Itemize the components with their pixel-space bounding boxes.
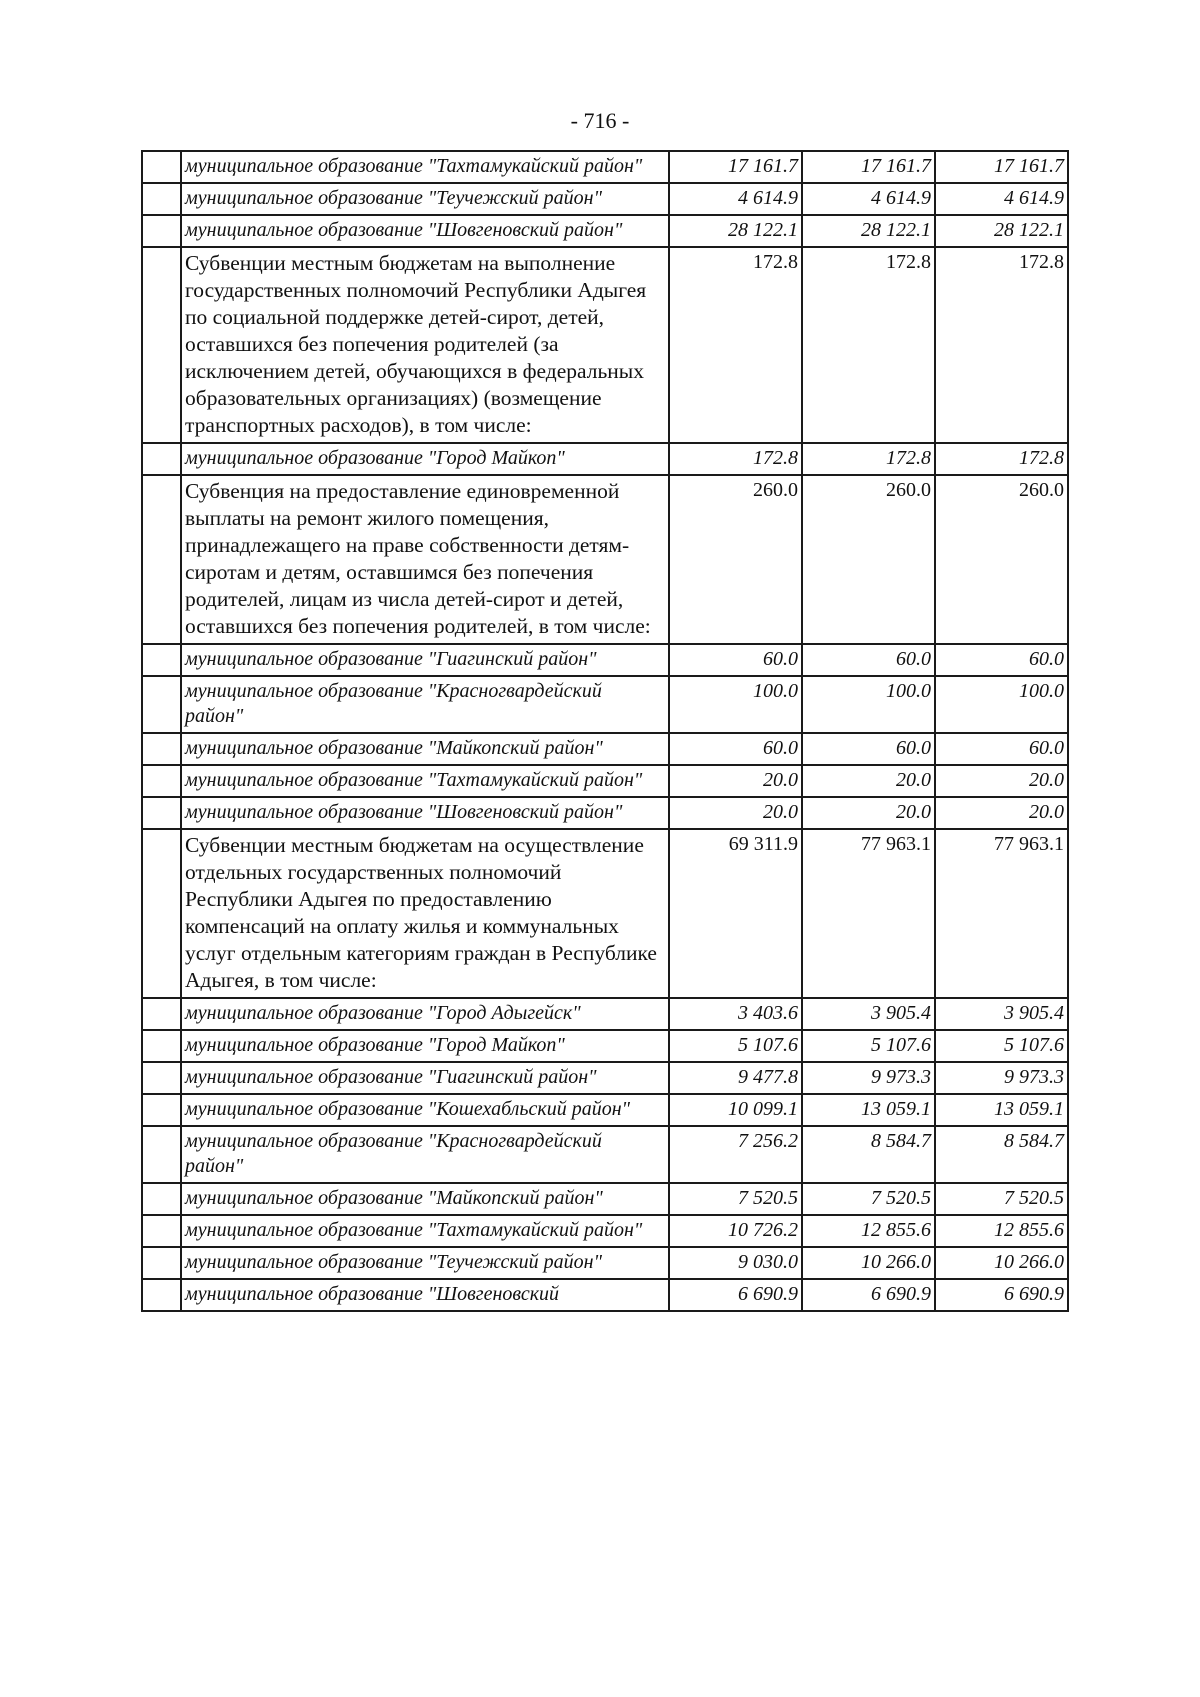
- row-code-cell: [142, 1183, 181, 1215]
- amount-cell-year-2: 5 107.6: [802, 1030, 935, 1062]
- table-row: [142, 1094, 1068, 1126]
- table-row: [142, 1062, 1068, 1094]
- row-code-cell: [142, 998, 181, 1030]
- amount-cell-year-1: 10 726.2: [669, 1215, 802, 1247]
- row-code-cell: [142, 1215, 181, 1247]
- table-row: [142, 644, 1068, 676]
- municipality-name-cell: муниципальное образование "Кошехабльский район": [181, 1094, 669, 1126]
- table-row: [142, 1247, 1068, 1279]
- amount-cell-year-3: 12 855.6: [935, 1215, 1068, 1247]
- amount-cell-year-1: 10 099.1: [669, 1094, 802, 1126]
- amount-cell-year-3: 10 266.0: [935, 1247, 1068, 1279]
- table-row: [142, 183, 1068, 215]
- amount-cell-year-1: 9 477.8: [669, 1062, 802, 1094]
- table-row: [142, 1030, 1068, 1062]
- amount-cell-year-1: 60.0: [669, 644, 802, 676]
- amount-cell-year-3: 8 584.7: [935, 1126, 1068, 1183]
- row-code-cell: [142, 247, 181, 443]
- amount-cell-year-2: 20.0: [802, 765, 935, 797]
- row-code-cell: [142, 1062, 181, 1094]
- amount-cell-year-1: 20.0: [669, 765, 802, 797]
- row-code-cell: [142, 1030, 181, 1062]
- amount-cell-year-2: 28 122.1: [802, 215, 935, 247]
- amount-cell-year-3: 5 107.6: [935, 1030, 1068, 1062]
- amount-cell-year-3: 4 614.9: [935, 183, 1068, 215]
- amount-cell-year-1: 9 030.0: [669, 1247, 802, 1279]
- amount-cell-year-1: 5 107.6: [669, 1030, 802, 1062]
- municipality-name-cell: муниципальное образование "Майкопский район": [181, 1183, 669, 1215]
- page-number: - 716 -: [570, 108, 630, 133]
- municipality-name-cell: муниципальное образование "Теучежский район": [181, 183, 669, 215]
- row-code-cell: [142, 829, 181, 998]
- amount-cell-year-3: 3 905.4: [935, 998, 1068, 1030]
- amount-cell-year-1: 20.0: [669, 797, 802, 829]
- municipality-name-cell: муниципальное образование "Теучежский район": [181, 1247, 669, 1279]
- row-code-cell: [142, 733, 181, 765]
- row-code-cell: [142, 1126, 181, 1183]
- amount-cell-year-3: 7 520.5: [935, 1183, 1068, 1215]
- amount-cell-year-2: 172.8: [802, 247, 935, 443]
- amount-cell-year-3: 20.0: [935, 765, 1068, 797]
- municipality-name-cell: муниципальное образование "Тахтамукайский район": [181, 151, 669, 183]
- amount-cell-year-1: 100.0: [669, 676, 802, 733]
- municipality-name-cell: муниципальное образование "Тахтамукайский район": [181, 1215, 669, 1247]
- amount-cell-year-2: 8 584.7: [802, 1126, 935, 1183]
- table-row: [142, 1126, 1068, 1183]
- table-row: [142, 676, 1068, 733]
- row-code-cell: [142, 765, 181, 797]
- table-row: [142, 829, 1068, 998]
- amount-cell-year-1: 3 403.6: [669, 998, 802, 1030]
- amount-cell-year-3: 172.8: [935, 443, 1068, 475]
- amount-cell-year-3: 60.0: [935, 644, 1068, 676]
- amount-cell-year-1: 6 690.9: [669, 1279, 802, 1311]
- amount-cell-year-3: 17 161.7: [935, 151, 1068, 183]
- row-code-cell: [142, 151, 181, 183]
- amount-cell-year-2: 7 520.5: [802, 1183, 935, 1215]
- amount-cell-year-2: 60.0: [802, 644, 935, 676]
- municipality-name-cell: муниципальное образование "Город Адыгейск": [181, 998, 669, 1030]
- table-row: [142, 1183, 1068, 1215]
- amount-cell-year-3: 260.0: [935, 475, 1068, 644]
- amount-cell-year-3: 28 122.1: [935, 215, 1068, 247]
- municipality-name-cell: муниципальное образование "Город Майкоп": [181, 443, 669, 475]
- amount-cell-year-1: 172.8: [669, 247, 802, 443]
- amount-cell-year-2: 13 059.1: [802, 1094, 935, 1126]
- row-code-cell: [142, 1094, 181, 1126]
- budget-table: [141, 150, 1069, 1312]
- subvention-title-cell: Субвенции местным бюджетам на выполнение государственных полномочий Республики Адыгея по социальной поддержке детей-сирот, детей, оставшихся без попечения родителей (за исключением детей, обучающихся в федеральных образовательных организациях) (возмещение транспортных расходов), в том числе:: [181, 247, 669, 443]
- row-code-cell: [142, 1279, 181, 1311]
- municipality-name-cell: муниципальное образование "Шовгеновский район": [181, 797, 669, 829]
- row-code-cell: [142, 797, 181, 829]
- amount-cell-year-2: 12 855.6: [802, 1215, 935, 1247]
- amount-cell-year-2: 20.0: [802, 797, 935, 829]
- amount-cell-year-3: 13 059.1: [935, 1094, 1068, 1126]
- amount-cell-year-3: 6 690.9: [935, 1279, 1068, 1311]
- subvention-title-cell: Субвенция на предоставление единовременной выплаты на ремонт жилого помещения, принадлежащего на праве собственности детям-сиротам и детям, оставшимся без попечения родителей, лицам из числа детей-сирот и детей, оставшихся без попечения родителей, в том числе:: [181, 475, 669, 644]
- amount-cell-year-1: 28 122.1: [669, 215, 802, 247]
- table-row: [142, 1215, 1068, 1247]
- amount-cell-year-1: 172.8: [669, 443, 802, 475]
- table-row: [142, 765, 1068, 797]
- amount-cell-year-1: 7 520.5: [669, 1183, 802, 1215]
- table-row: [142, 247, 1068, 443]
- amount-cell-year-2: 17 161.7: [802, 151, 935, 183]
- budget-table-body: [142, 151, 1068, 1311]
- amount-cell-year-1: 260.0: [669, 475, 802, 644]
- row-code-cell: [142, 644, 181, 676]
- municipality-name-cell: муниципальное образование "Тахтамукайский район": [181, 765, 669, 797]
- table-row: [142, 797, 1068, 829]
- amount-cell-year-2: 172.8: [802, 443, 935, 475]
- amount-cell-year-3: 172.8: [935, 247, 1068, 443]
- municipality-name-cell: муниципальное образование "Красногвардейский район": [181, 1126, 669, 1183]
- amount-cell-year-1: 17 161.7: [669, 151, 802, 183]
- table-row: [142, 733, 1068, 765]
- municipality-name-cell: муниципальное образование "Шовгеновский: [181, 1279, 669, 1311]
- amount-cell-year-1: 60.0: [669, 733, 802, 765]
- row-code-cell: [142, 215, 181, 247]
- table-row: [142, 475, 1068, 644]
- amount-cell-year-2: 9 973.3: [802, 1062, 935, 1094]
- amount-cell-year-3: 9 973.3: [935, 1062, 1068, 1094]
- amount-cell-year-2: 6 690.9: [802, 1279, 935, 1311]
- amount-cell-year-2: 60.0: [802, 733, 935, 765]
- table-row: [142, 151, 1068, 183]
- row-code-cell: [142, 676, 181, 733]
- amount-cell-year-3: 100.0: [935, 676, 1068, 733]
- municipality-name-cell: муниципальное образование "Шовгеновский район": [181, 215, 669, 247]
- amount-cell-year-2: 4 614.9: [802, 183, 935, 215]
- amount-cell-year-1: 4 614.9: [669, 183, 802, 215]
- row-code-cell: [142, 183, 181, 215]
- municipality-name-cell: муниципальное образование "Майкопский район": [181, 733, 669, 765]
- amount-cell-year-3: 77 963.1: [935, 829, 1068, 998]
- row-code-cell: [142, 475, 181, 644]
- row-code-cell: [142, 443, 181, 475]
- amount-cell-year-2: 10 266.0: [802, 1247, 935, 1279]
- municipality-name-cell: муниципальное образование "Гиагинский район": [181, 1062, 669, 1094]
- amount-cell-year-1: 7 256.2: [669, 1126, 802, 1183]
- table-row: [142, 215, 1068, 247]
- amount-cell-year-3: 20.0: [935, 797, 1068, 829]
- table-row: [142, 443, 1068, 475]
- municipality-name-cell: муниципальное образование "Город Майкоп": [181, 1030, 669, 1062]
- table-row: [142, 1279, 1068, 1311]
- subvention-title-cell: Субвенции местным бюджетам на осуществление отдельных государственных полномочий Республики Адыгея по предоставлению компенсаций на оплату жилья и коммунальных услуг отдельным категориям граждан в Республике Адыгея, в том числе:: [181, 829, 669, 998]
- amount-cell-year-3: 60.0: [935, 733, 1068, 765]
- amount-cell-year-2: 77 963.1: [802, 829, 935, 998]
- amount-cell-year-2: 260.0: [802, 475, 935, 644]
- municipality-name-cell: муниципальное образование "Красногвардейский район": [181, 676, 669, 733]
- amount-cell-year-2: 100.0: [802, 676, 935, 733]
- table-row: [142, 998, 1068, 1030]
- municipality-name-cell: муниципальное образование "Гиагинский район": [181, 644, 669, 676]
- row-code-cell: [142, 1247, 181, 1279]
- amount-cell-year-1: 69 311.9: [669, 829, 802, 998]
- amount-cell-year-2: 3 905.4: [802, 998, 935, 1030]
